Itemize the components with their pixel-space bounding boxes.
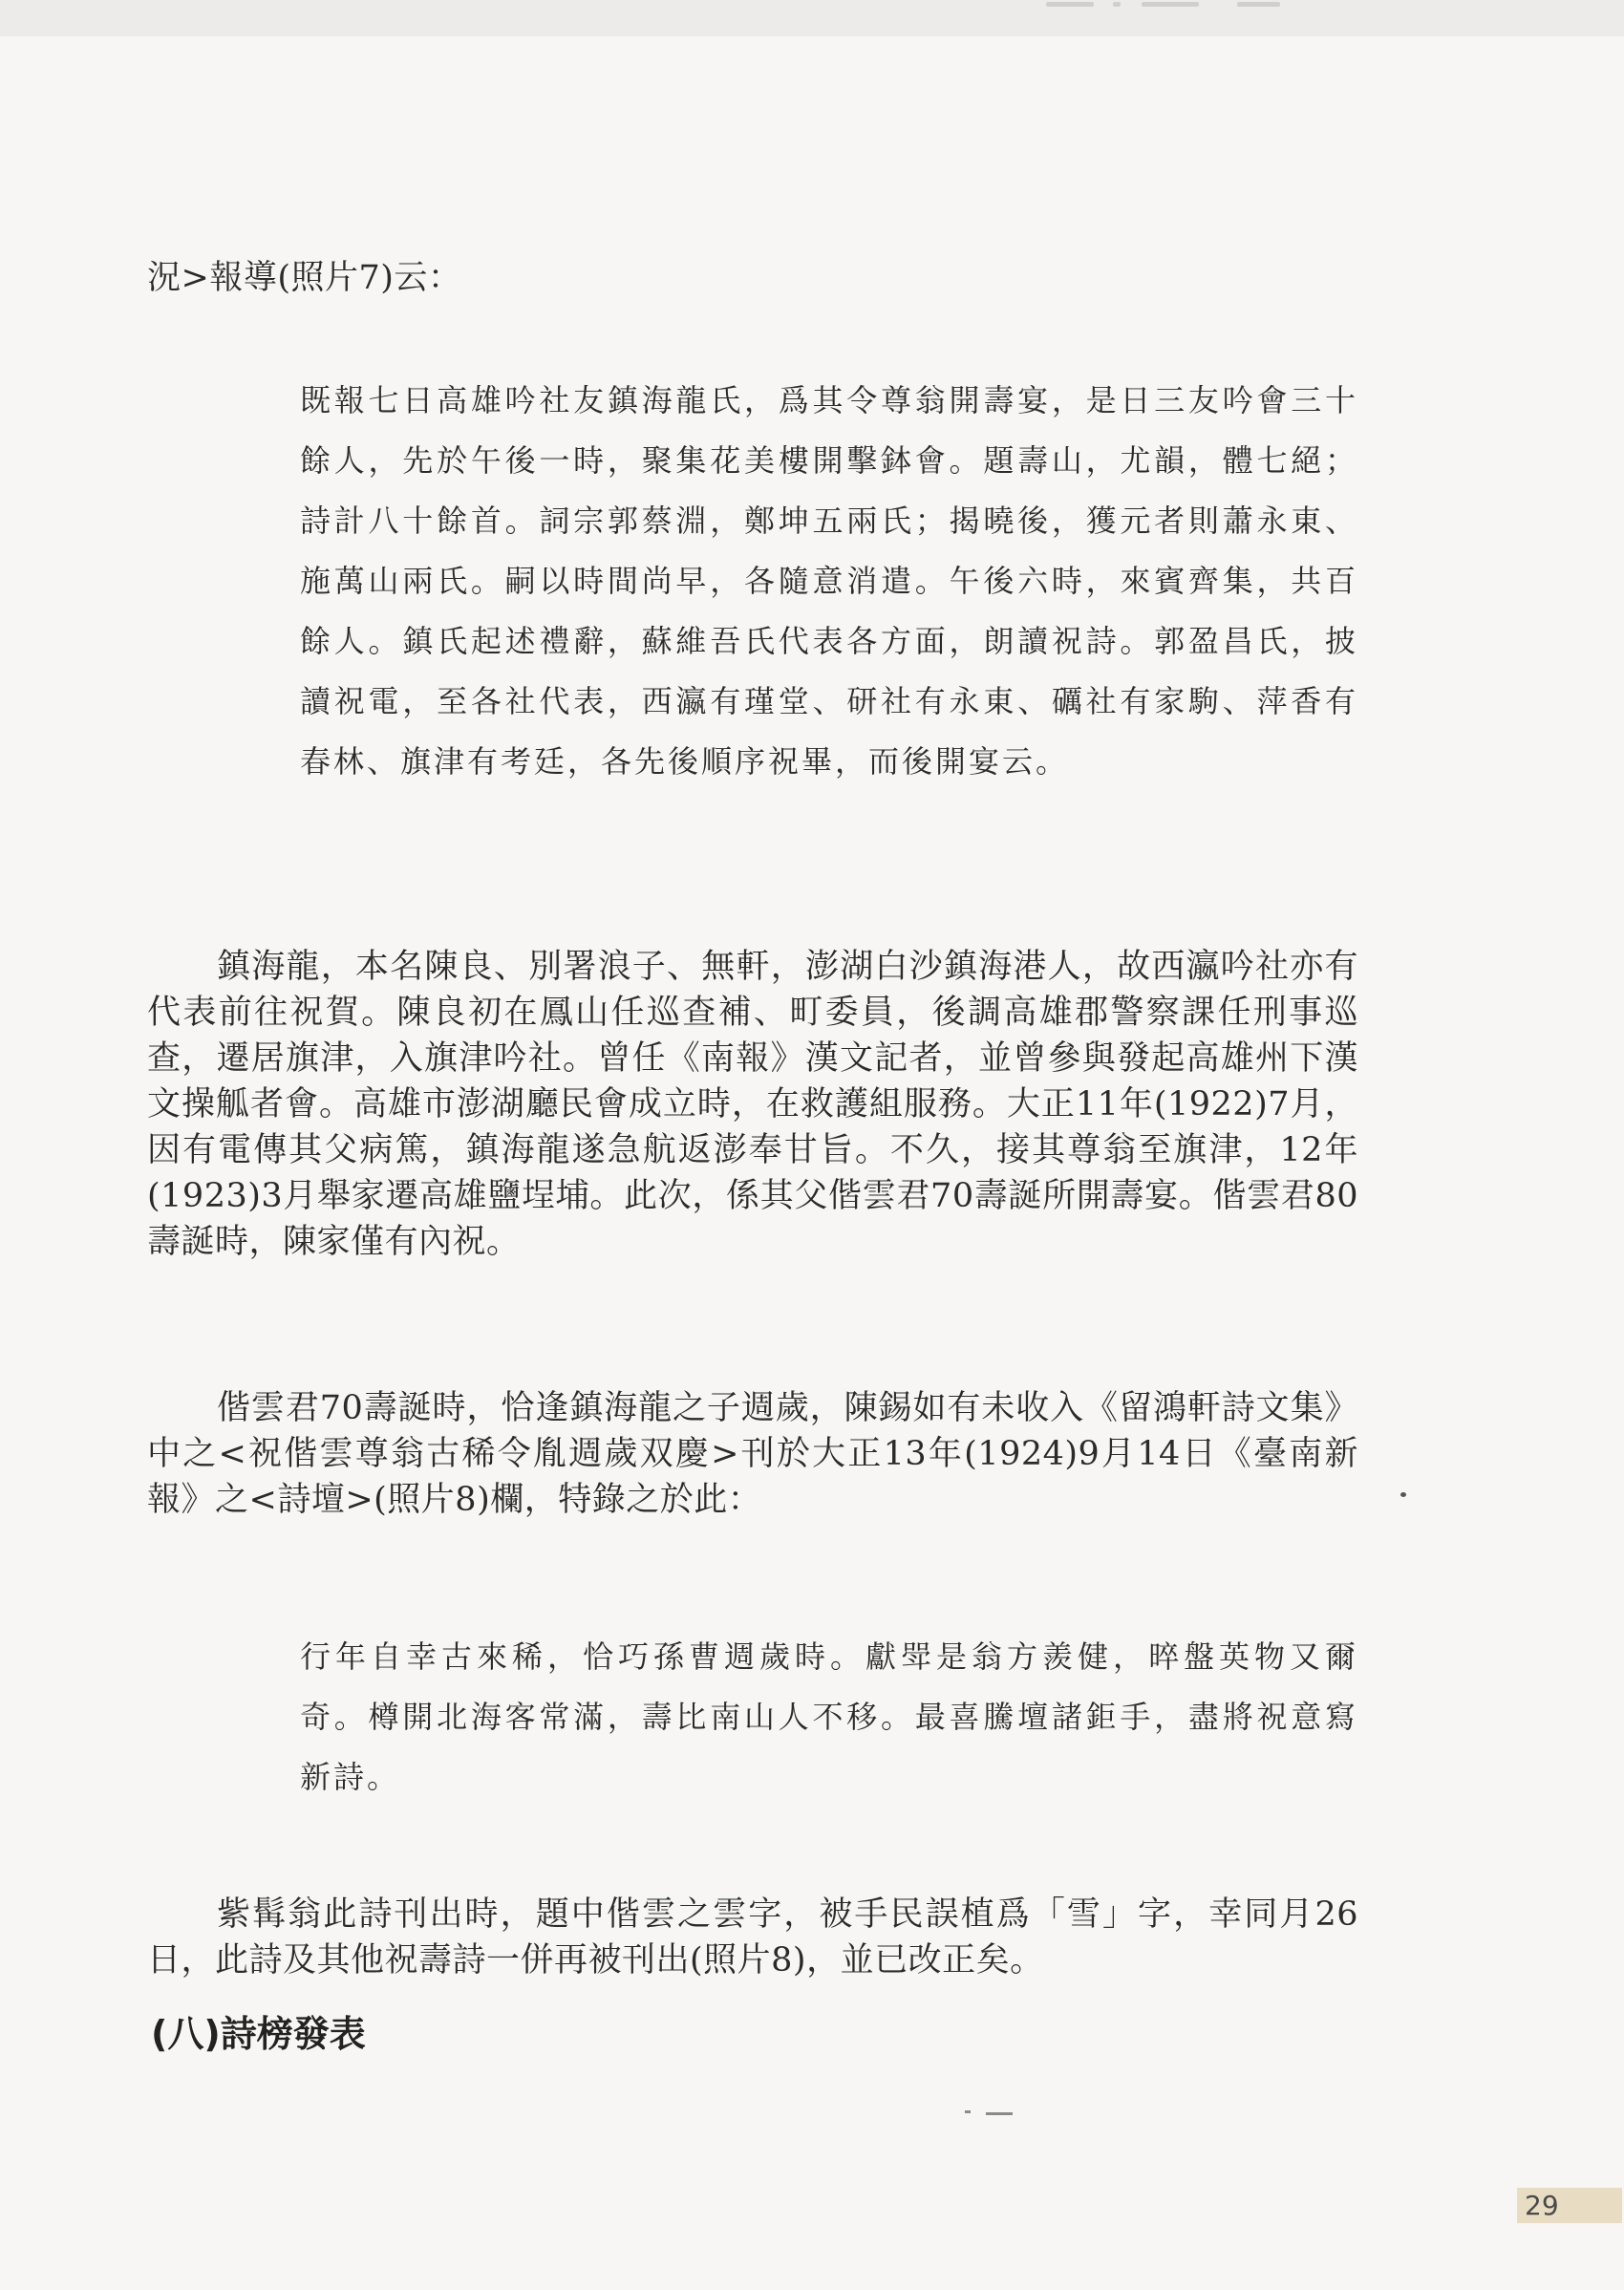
page-number: 29: [1525, 2190, 1559, 2221]
top-scan-marks: [1046, 0, 1294, 11]
page-number-tab: [1517, 2188, 1622, 2223]
paragraph-poem-intro: 偕雲君70壽誕時，恰逢鎮海龍之子週歲，陳錫如有未收入《留鴻軒詩文集》中之<祝偕雲尊翁古稀令胤週歲双慶>刊於大正13年(1924)9月14日《臺南新報》之<詩壇>(照片8)欄，特錄之於此：: [147, 1389, 1358, 1519]
block-quote-poem: 行年自幸古來稀，恰巧孫曹週歲時。獻斝是翁方羨健，晬盤英物又爾奇。樽開北海客常滿，壽比南山人不移。最喜騰壇諸鉅手，盡將祝意寫新詩。: [300, 1638, 1358, 1795]
intro-line: 況>報導(照片7)云：: [147, 259, 462, 297]
scan-speck-dash: [965, 2110, 1022, 2116]
paragraph-correction: 紫髯翁此詩刊出時，題中偕雲之雲字，被手民誤植爲「雪」字，幸同月26日，此詩及其他祝壽詩一併再被刊出(照片8)，並已改正矣。: [147, 1895, 1358, 1980]
paragraph-biography: 鎮海龍，本名陳良、別署浪子、無軒，澎湖白沙鎮海港人，故西瀛吟社亦有代表前往祝賀。陳良初在鳳山任巡查補、町委員，後調高雄郡警察課任刑事巡查，遷居旗津，入旗津吟社。曾任《南報》漢文記者，並曾參與發起高雄州下漢文操觚者會。高雄市澎湖廳民會成立時，在救護組服務。大正11年(1922)7月，因有電傳其父病篤，鎮海龍遂急航返澎奉甘旨。不久，接其尊翁至旗津，12年(1923)3月舉家遷高雄鹽埕埔。此次，係其父偕雲君70壽誕所開壽宴。偕雲君80壽誕時，陳家僅有內祝。: [147, 948, 1358, 1261]
scan-speck: [1400, 1492, 1406, 1497]
section-heading: (八)詩榜發表: [151, 2013, 366, 2055]
top-scan-band: [0, 0, 1624, 36]
block-quote-report: 既報七日高雄吟社友鎮海龍氏，爲其令尊翁開壽宴，是日三友吟會三十餘人，先於午後一時，聚集花美樓開擊鉢會。題壽山，尤韻，體七絕；詩計八十餘首。詞宗郭蔡淵，鄭坤五兩氏；揭曉後，獲元者則蕭永東、施萬山兩氏。嗣以時間尚早，各隨意消遣。午後六時，來賓齊集，共百餘人。鎮氏起述禮辭，蘇維吾氏代表各方面，朗讀祝詩。郭盈昌氏，披讀祝電，至各社代表，西瀛有瑾堂、研社有永東、礪社有家駒、萍香有春林、旗津有考廷，各先後順序祝畢，而後開宴云。: [300, 382, 1358, 780]
